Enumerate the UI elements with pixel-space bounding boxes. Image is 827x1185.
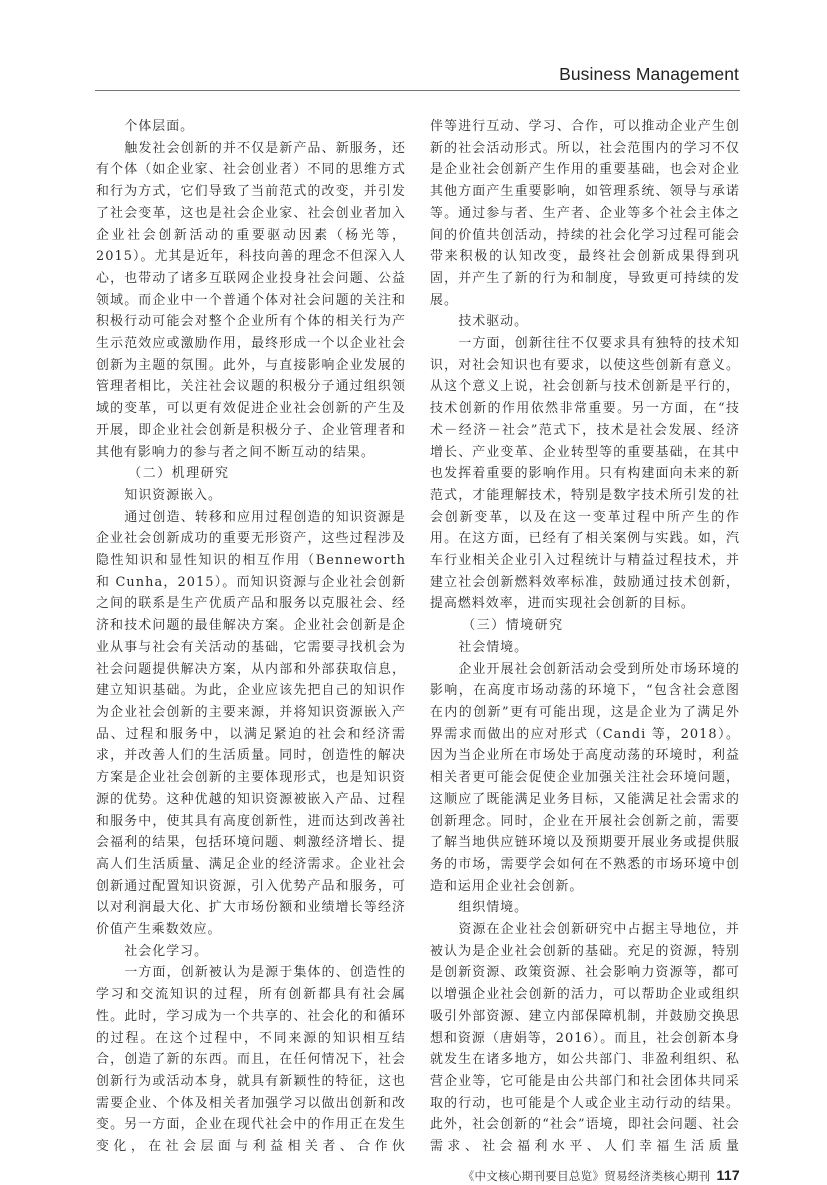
- running-head-title: Business Management: [559, 64, 739, 84]
- header-rule: [95, 90, 740, 91]
- paragraph: 通过创造、转移和应用过程创造的知识资源是企业社会创新成功的重要无形资产，这些过程涉及隐性知识和显性知识的相互作用（Benneworth 和 Cunha，2015）。而知识资源与企业社会创新之间的联系是生产优质产品和服务以克服社会、经济和技术问题的最佳解决方案。企业社会创新是企业从事与社会有关活动的基础，它需要寻找机会为社会问题提供解决方案，从内部和外部获取信息，建立知识基础。为此，企业应该先把自己的知识作为企业社会创新的主要来源，并将知识资源嵌入产品、过程和服务中，以满足紧迫的社会和经济需求，并改善人们的生活质量。同时，创造性的解决方案是企业社会创新的主要体现形式，也是知识资源的优势。这种优越的知识资源被嵌入产品、过程和服务中，使其具有高度创新性，进而达到改善社会福利的结果，包括环境问题、刺激经济增长、提高人们生活质量、满足企业的经济需求。企业社会创新通过配置知识资源，引入优势产品和服务，可以对利润最大化、扩大市场份额和业绩增长等经济价值产生乘数效应。: [96, 509, 406, 938]
- paragraph: 一方面，创新往往不仅要求具有独特的技术知识，对社会知识也有要求，以使这些创新有意义。从这个意义上说，社会创新与技术创新是平行的，技术创新的作用依然非常重要。另一方面，在“技术－经济－社会”范式下，技术是社会发展、经济增长、产业变革、企业转型等的重要基础，在其中也发挥着重要的影响作用。只有构建面向未来的新范式，才能理解技术，特别是数字技术所引发的社会创新变革，以及在这一变革过程中所产生的作用。在这方面，已经有了相关案例与实践。如，汽车行业相关企业引入过程统计与精益过程技术，并建立社会创新燃料效率标准，鼓励通过技术创新，提高燃料效率，进而实现社会创新的目标。: [430, 336, 740, 612]
- paragraph-topic: 组织情境。: [458, 900, 529, 916]
- paragraph-topic: 技术驱动。: [458, 314, 529, 330]
- text-columns: [96, 116, 740, 1158]
- left-column: [96, 116, 406, 1158]
- paragraph-topic: 知识资源嵌入。: [124, 487, 222, 503]
- paragraph: 触发社会创新的并不仅是新产品、新服务，还有个体（如企业家、社会创业者）不同的思维方式和行为方式，它们导致了当前范式的改变，并引发了社会变革，这也是社会企业家、社会创业者加入企业社会创新活动的重要驱动因素（杨光等，2015）。尤其是近年，科技向善的理念不但深入人心，也带动了诸多互联网企业投身社会问题、公益领域。而企业中一个普通个体对社会问题的关注和积极行动可能会对整个企业所有个体的相关行为产生示范效应或激励作用，最终形成一个以企业社会创新为主题的氛围。此外，与直接影响企业发展的管理者相比，关注社会议题的积极分子通过组织领域的变革，可以更有效促进企业社会创新的产生及开展，即企业社会创新是积极分子、企业管理者和其他有影响力的参与者之间不断互动的结果。: [96, 140, 406, 460]
- page-footer: [463, 1166, 740, 1185]
- paragraph: 个体层面。: [124, 119, 195, 134]
- right-column: [430, 116, 740, 1158]
- paragraph: 企业开展社会创新活动会受到所处市场环境的影响，在高度市场动荡的环境下，“包含社会意图在内的创新”更有可能出现，这是企业为了满足外界需求而做出的应对形式（Candi 等，2018）。因为当企业所在市场处于高度动荡的环境时，利益相关者更可能会促使企业加强关注社会环境问题，这顺应了既能满足业务目标，又能满足社会需求的创新理念。同时，企业在开展社会创新之前，需要了解当地供应链环境以及预期要开展业务或提供服务的市场，需要学会如何在不熟悉的市场环境中创造和运用企业社会创新。: [430, 661, 740, 894]
- section-subheading: （三）情境研究: [462, 618, 564, 634]
- journal-note: 《中文核心期刊要目总览》贸易经济类核心期刊: [462, 1168, 711, 1183]
- paragraph: 一方面，创新被认为是源于集体的、创造性的学习和交流知识的过程，所有创新都具有社会属性。此时，学习成为一个共享的、社会化的和循环的过程。在这个过程中，不同来源的知识相互结合，创造了新的东西。而且，在任何情况下，社会创新行为或活动本身，就具有新颖性的特征，这也需要企业、个体及相关者加强学习以做出创新和改变。另一方面，企业在现代社会中的作用正在发生变化，在社会层面与利益相关者、合作伙: [96, 965, 406, 1155]
- page-number: 117: [716, 1166, 740, 1183]
- section-subheading: （二）机理研究: [128, 466, 230, 482]
- paragraph: 伴等进行互动、学习、合作，可以推动企业产生创新的社会活动形式。所以，社会范围内的学习不仅是企业社会创新产生作用的重要基础，也会对企业其他方面产生重要影响，如管理系统、领导与承诺等。通过参与者、生产者、企业等多个社会主体之间的价值共创活动，持续的社会化学习过程可能会带来积极的认知改变，最终社会创新成果得到巩固，并产生了新的行为和制度，导致更可持续的发展。: [430, 119, 740, 308]
- paragraph-topic: 社会化学习。: [124, 943, 209, 959]
- page-body: [96, 116, 740, 1185]
- paragraph-topic: 社会情境。: [458, 639, 529, 655]
- paragraph: 资源在企业社会创新研究中占据主导地位，并被认为是企业社会创新的基础。充足的资源，特别是创新资源、政策资源、社会影响力资源等，都可以增强企业社会创新的活力，可以帮助企业或组织吸引外部资源、建立内部保障机制，并鼓励交换思想和资源（唐娟等，2016）。而且，社会创新本身就发生在诸多地方，如公共部门、非盈利组织、私营企业等，它可能是由公共部门和社会团体共同采取的行动，也可能是个人或企业主动行动的结果。此外，社会创新的“社会”语境，即社会问题、社会需求、社会福利水平、人们幸福生活质量: [430, 922, 740, 1155]
